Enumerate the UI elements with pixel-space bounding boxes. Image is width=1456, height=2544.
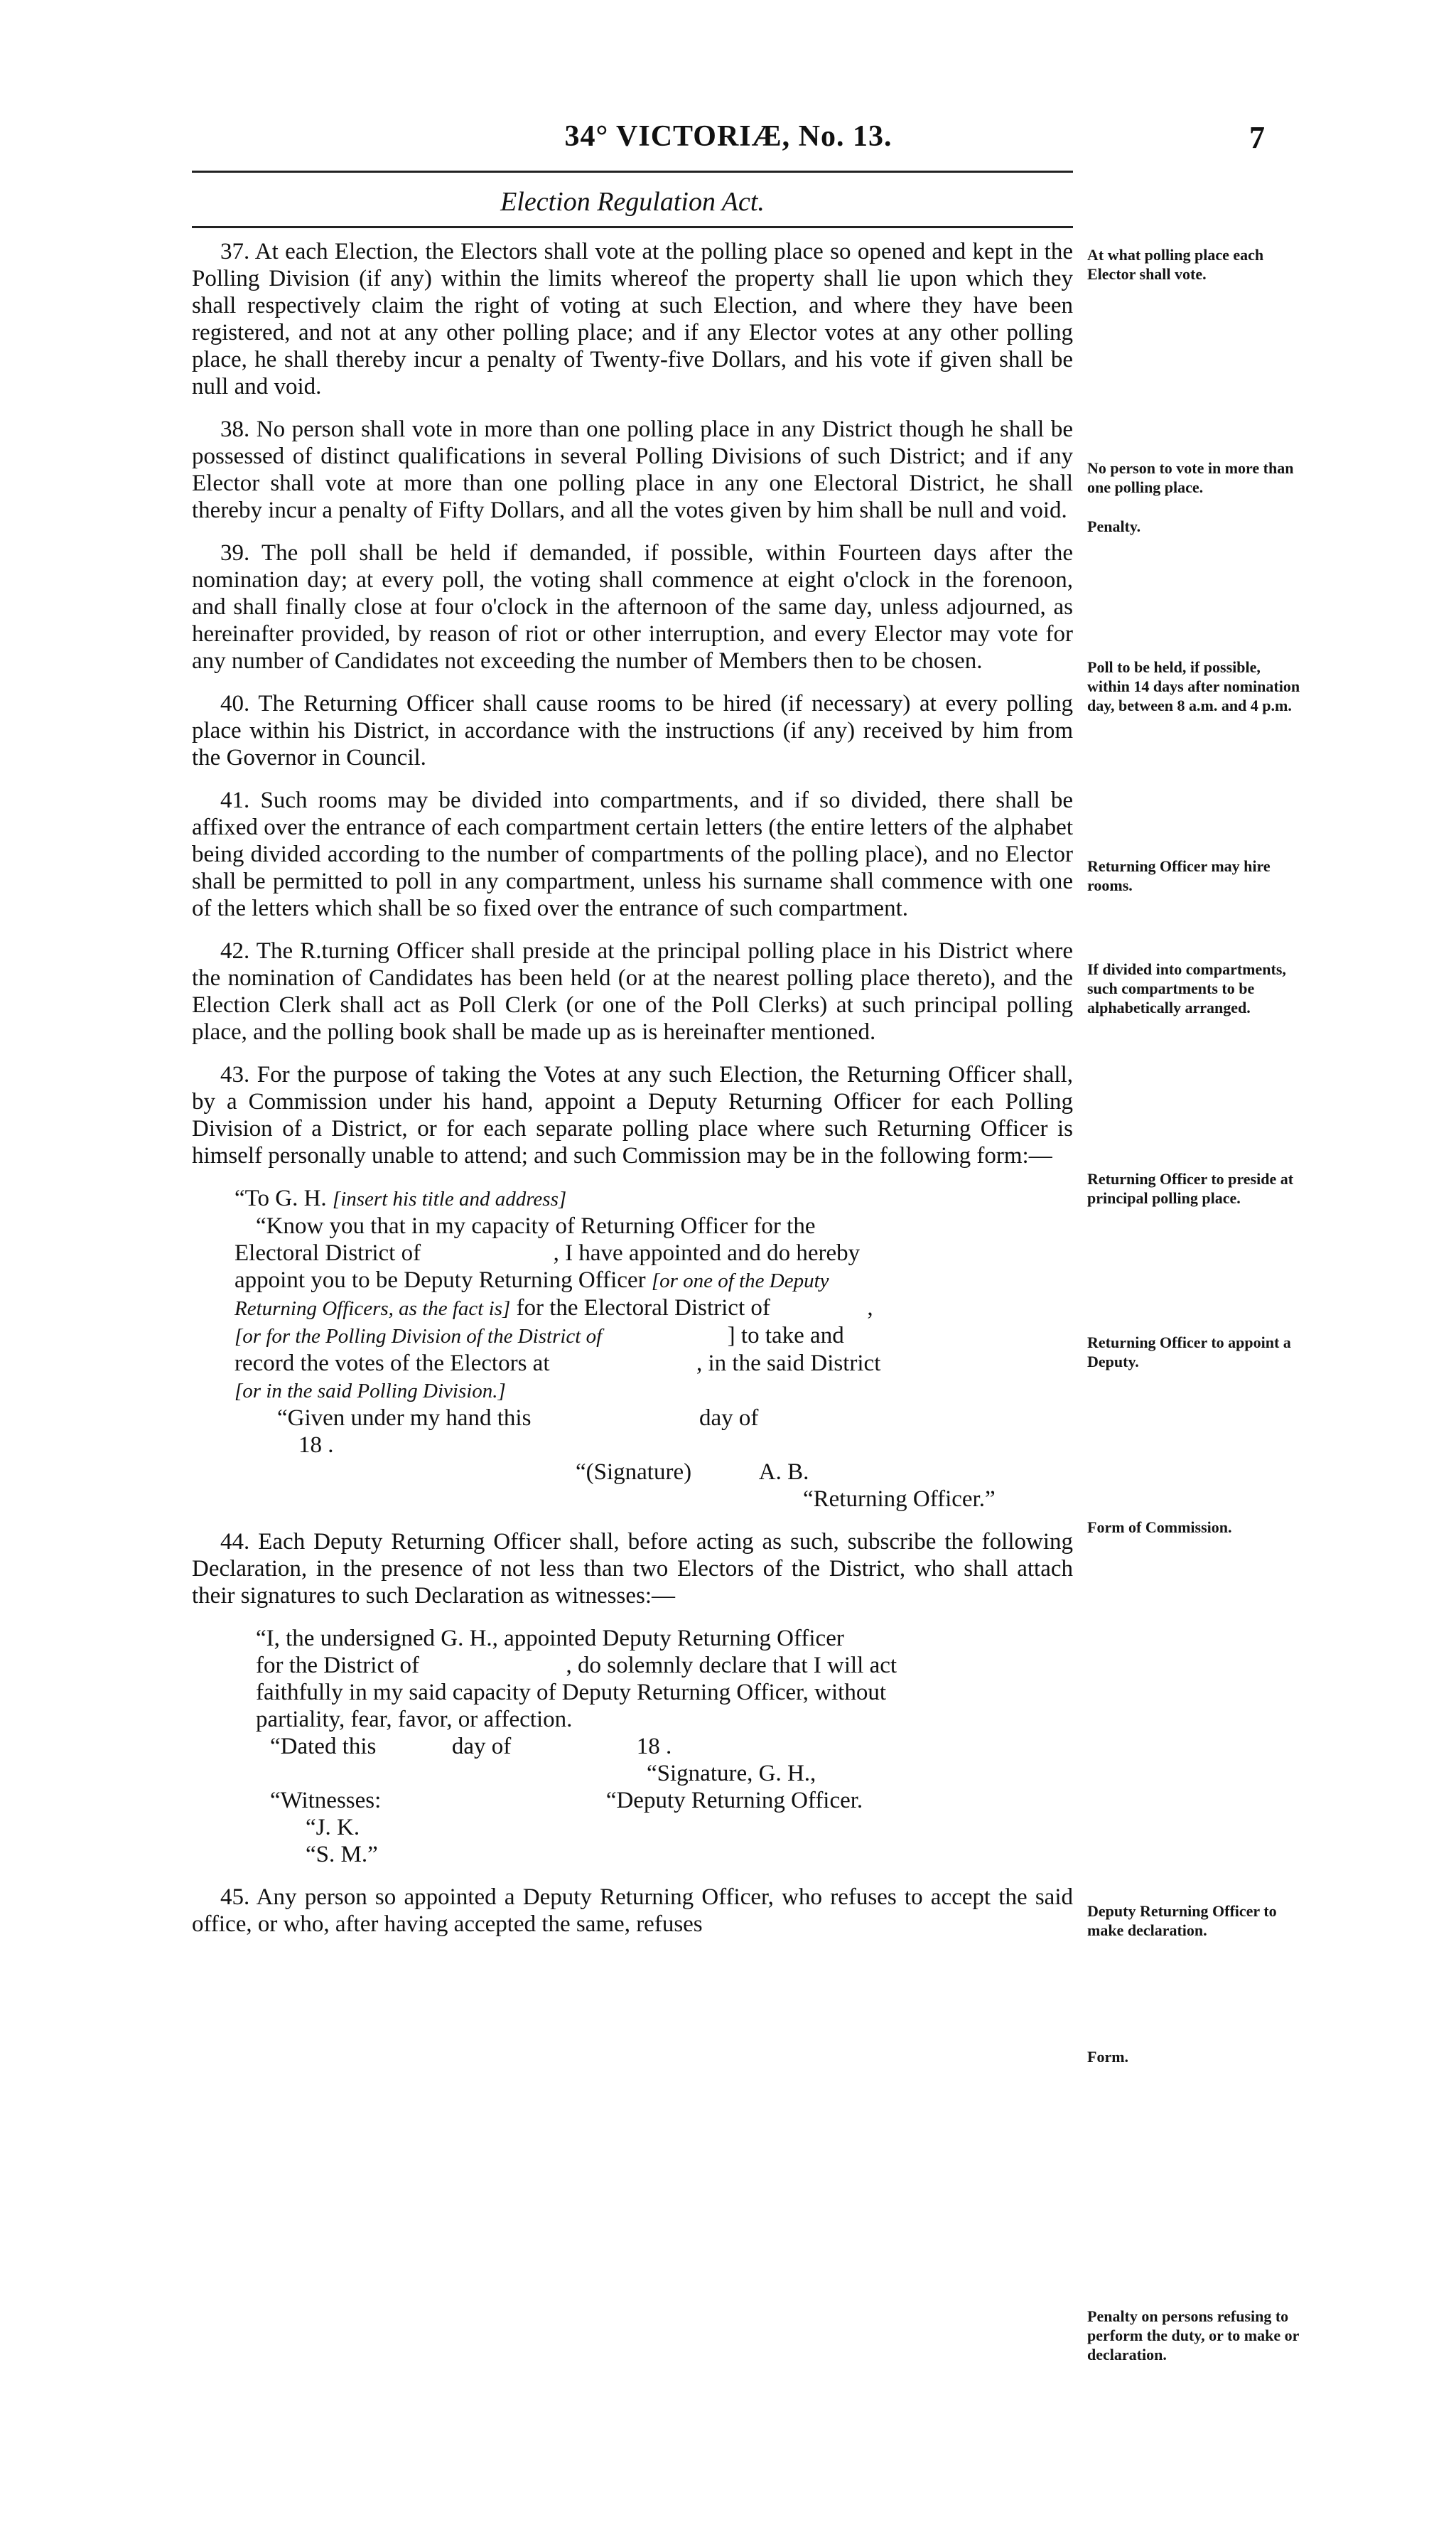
section-39: 39. The poll shall be held if demanded, if possible, within Fourteen days after the nomination day; at every poll, the voting shall commence at eight o'clock in the forenoon, and shall finally close at four o'clock in the afternoon of the same day, unless adjourned, as hereinafter provided, by reason of riot or other interruption, and every Elector may vote for any number of Candidates not exceeding the number of Members then to be chosen. bbox=[192, 540, 1073, 674]
form-signature-title: “Returning Officer.” bbox=[803, 1486, 996, 1512]
commission-form bbox=[192, 1185, 1073, 1513]
form-know-6b: , in the said District bbox=[696, 1351, 881, 1376]
note-43: Returning Officer to appoint a Deputy. bbox=[1087, 1333, 1291, 1370]
decl-witness-2: “S. M.” bbox=[306, 1842, 378, 1867]
decl-line-1: “I, the undersigned G. H., appointed Deputy Returning Officer bbox=[256, 1626, 844, 1651]
form-signature-name: A. B. bbox=[758, 1459, 809, 1485]
note-42: Returning Officer to preside at principal polling place. bbox=[1087, 1170, 1294, 1207]
section-37: 37. At each Election, the Electors shall vote at the polling place so opened and kept in the Polling Division (if any) within the limits whereof the property shall lie upon which they shall respectively claim the right of voting at such Election, and where they have been registered, and not at any other polling place; and if any Elector votes at any other polling place, he shall thereby incur a penalty of Twenty-five Dollars, and his vote if given shall be null and void. bbox=[192, 239, 1073, 399]
form-know-2a: Electoral District of bbox=[234, 1240, 421, 1266]
page-number: 7 bbox=[1249, 120, 1265, 155]
section-42: 42. The R.turning Officer shall preside at the principal polling place in his District where the nomination of Candidates has been held (or at the nearest polling place thereto), and the Election Clerk shall act as Poll Clerk (or one of the Poll Clerks) at such principal polling place, and the polling book shall be made up as is hereinafter mentioned. bbox=[192, 938, 1073, 1045]
decl-dated-a: “Dated this bbox=[270, 1734, 377, 1759]
decl-signature: “Signature, G. H., bbox=[647, 1761, 816, 1786]
form-know-5b: ] to take and bbox=[727, 1323, 844, 1348]
note-41: If divided into compartments, such compartments to be alphabetically arranged. bbox=[1087, 960, 1286, 1016]
decl-dated-b: day of bbox=[451, 1734, 512, 1759]
form-know-6a: record the votes of the Electors at bbox=[234, 1351, 550, 1376]
section-38: 38. No person shall vote in more than one polling place in any District though he shall be possessed of distinct qualifications in several Polling Divisions of such District; and if any Elector shall vote at more than one polling place in any one Electoral District, he shall thereby incur a penalty of Fifty Dollars, and all the votes given by him shall be null and void. bbox=[192, 417, 1073, 523]
act-title: Election Regulation Act. bbox=[500, 187, 765, 217]
form-to-italic: [insert his title and address] bbox=[332, 1188, 567, 1211]
form-year: 18 . bbox=[298, 1432, 334, 1458]
form-know-4a: Returning Officers, as the fact is] bbox=[234, 1297, 511, 1320]
note-38b: Penalty. bbox=[1087, 517, 1141, 535]
form-signature-label: “(Signature) bbox=[576, 1459, 692, 1485]
decl-witness-1: “J. K. bbox=[306, 1815, 360, 1840]
form-given-a: “Given under my hand this bbox=[277, 1405, 532, 1431]
decl-dro: “Deputy Returning Officer. bbox=[605, 1788, 863, 1813]
note-37: At what polling place each Elector shall vote. bbox=[1087, 246, 1264, 283]
decl-dated-c: 18 . bbox=[636, 1734, 672, 1759]
running-head bbox=[192, 119, 1265, 162]
form-given-b: day of bbox=[699, 1405, 759, 1431]
decl-line-2a: for the District of bbox=[256, 1653, 420, 1678]
section-43: 43. For the purpose of taking the Votes at any such Election, the Returning Officer shall, by a Commission under his hand, appoint a Deputy Returning Officer for each Polling Division of a District, or for each separate polling place where such Returning Officer is himself personally unable to attend; and such Commission may be in the following form:— bbox=[192, 1062, 1073, 1169]
note-40: Returning Officer may hire rooms. bbox=[1087, 857, 1271, 894]
note-44-form: Form. bbox=[1087, 2048, 1129, 2066]
decl-line-3: faithfully in my said capacity of Deputy Returning Officer, without bbox=[256, 1680, 887, 1705]
declaration-form bbox=[192, 1625, 1073, 1868]
decl-line-4: partiality, fear, favor, or affection. bbox=[256, 1707, 573, 1732]
decl-witnesses: “Witnesses: bbox=[270, 1788, 382, 1813]
form-know-1: “Know you that in my capacity of Returning Officer for the bbox=[256, 1213, 816, 1239]
form-know-2b: , I have appointed and do hereby bbox=[553, 1240, 861, 1266]
form-know-3a: appoint you to be Deputy Returning Officer bbox=[234, 1267, 646, 1293]
section-40: 40. The Returning Officer shall cause rooms to be hired (if necessary) at every polling place within his District, in accordance with the instructions (if any) received by him from the Governor in Council. bbox=[192, 691, 1073, 771]
note-43-form: Form of Commission. bbox=[1087, 1518, 1232, 1536]
decl-line-2b: , do solemnly declare that I will act bbox=[566, 1653, 897, 1678]
section-41: 41. Such rooms may be divided into compartments, and if so divided, there shall be affixed over the entrance of each compartment certain letters (the entire letters of the alphabet being divided according to the number of compartments of the polling place), and no Elector shall be permitted to poll in any compartment, unless his surname shall commence with one of the letters which shall be so fixed over the entrance of such compartment. bbox=[192, 788, 1073, 921]
note-45: Penalty on persons refusing to perform the duty, or to make or declaration. bbox=[1087, 2307, 1299, 2363]
section-45: 45. Any person so appointed a Deputy Returning Officer, who refuses to accept the said office, or who, after having accepted the same, refuses bbox=[192, 1884, 1073, 1937]
section-44: 44. Each Deputy Returning Officer shall, before acting as such, subscribe the following Declaration, in the presence of not less than two Electors of the District, who shall attach their signatures to such Declaration as witnesses:— bbox=[192, 1529, 1073, 1609]
form-know-5a: [or for the Polling Division of the District of bbox=[234, 1325, 603, 1348]
header-rule bbox=[192, 171, 1073, 173]
note-44: Deputy Returning Officer to make declaration. bbox=[1087, 1902, 1277, 1939]
form-know-4c: , bbox=[867, 1295, 873, 1321]
note-39: Poll to be held, if possible, within 14 days after nomination day, between 8 a.m. and 4 p.m. bbox=[1087, 658, 1300, 714]
title-rule bbox=[192, 226, 1073, 228]
main-text-column bbox=[192, 238, 1073, 1938]
running-title: 34° VICTORIÆ, No. 13. bbox=[564, 120, 893, 153]
form-know-3b: [or one of the Deputy bbox=[651, 1270, 829, 1292]
form-to-line: “To G. H. bbox=[234, 1186, 327, 1211]
form-know-4b: for the Electoral District of bbox=[516, 1295, 770, 1321]
form-know-7: [or in the said Polling Division.] bbox=[234, 1380, 506, 1402]
note-38a: No person to vote in more than one polling place. bbox=[1087, 459, 1294, 496]
